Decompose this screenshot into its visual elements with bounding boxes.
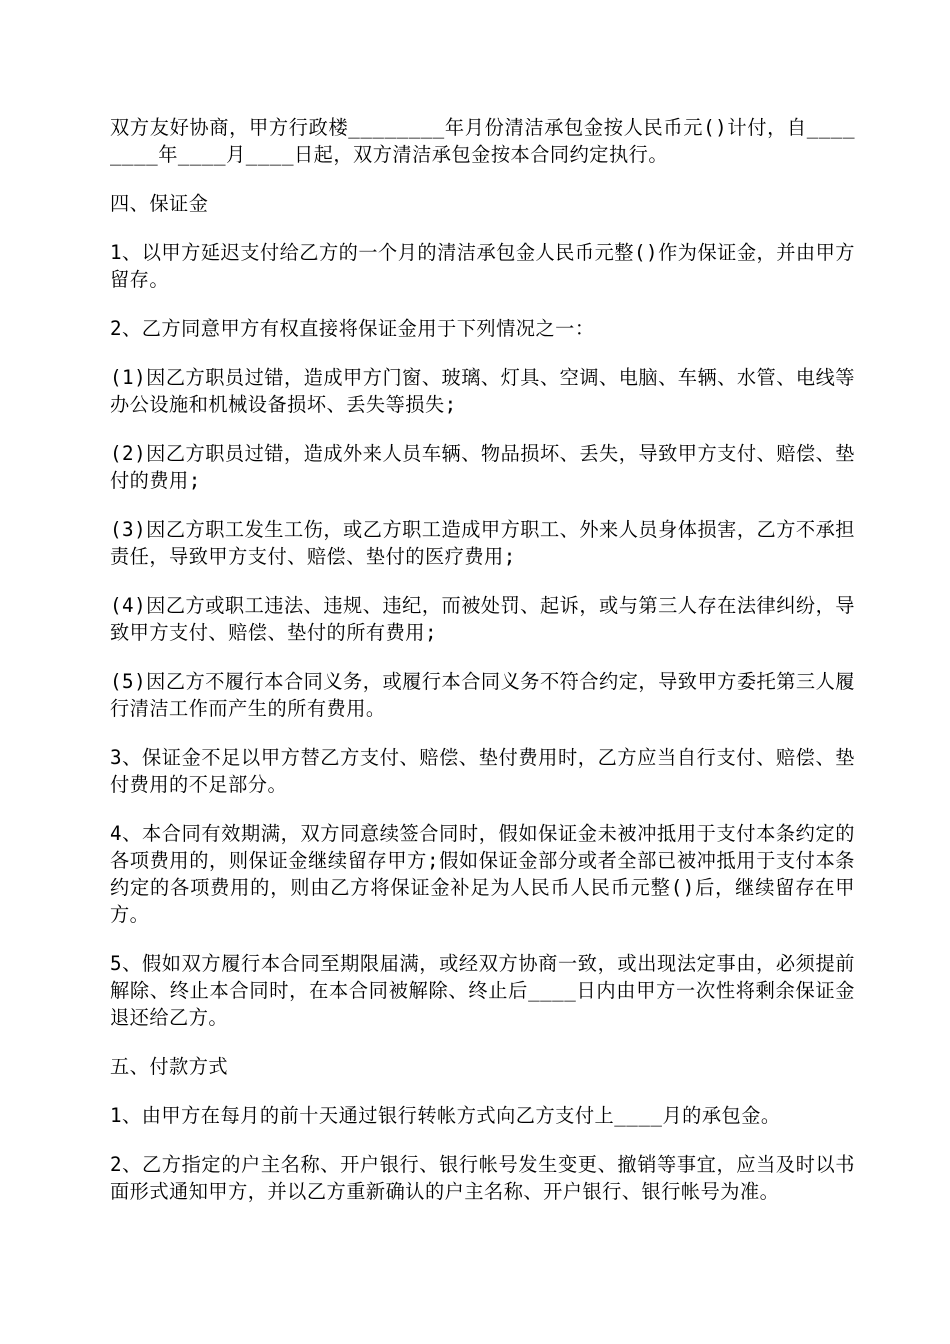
payment-clause-1: 1、由甲方在每月的前十天通过银行转帐方式向乙方支付上____月的承包金。: [110, 1104, 781, 1127]
section-5-heading: 五、付款方式: [110, 1055, 229, 1078]
deposit-case-1: (1)因乙方职员过错，造成甲方门窗、玻璃、灯具、空调、电脑、车辆、水管、电线等办公设施和机械设备损坏、丢失等损失;: [110, 366, 855, 416]
deposit-case-4: (4)因乙方或职工违法、违规、违纪，而被处罚、起诉，或与第三人存在法律纠纷，导致甲方支付、赔偿、垫付的所有费用;: [110, 594, 855, 644]
document-page: [110, 114, 855, 1227]
deposit-case-3: (3)因乙方职工发生工伤，或乙方职工造成甲方职工、外来人员身体损害，乙方不承担责任，导致甲方支付、赔偿、垫付的医疗费用;: [110, 518, 855, 568]
deposit-clause-1: 1、以甲方延迟支付给乙方的一个月的清洁承包金人民币元整()作为保证金，并由甲方留存。: [110, 241, 855, 291]
fee-adjustment-paragraph: 双方友好协商，甲方行政楼________年月份清洁承包金按人民币元()计付，自________年____月____日起，双方清洁承包金按本合同约定执行。: [110, 116, 855, 166]
deposit-clause-2: 2、乙方同意甲方有权直接将保证金用于下列情况之一：: [110, 317, 595, 340]
deposit-clause-5: 5、假如双方履行本合同至期限届满，或经双方协商一致，或出现法定事由，必须提前解除、终止本合同时，在本合同被解除、终止后____日内由甲方一次性将剩余保证金退还给乙方。: [110, 952, 855, 1029]
payment-clause-2: 2、乙方指定的户主名称、开户银行、银行帐号发生变更、撤销等事宜，应当及时以书面形式通知甲方，并以乙方重新确认的户主名称、开户银行、银行帐号为准。: [110, 1153, 855, 1203]
section-4-heading: 四、保证金: [110, 192, 209, 215]
deposit-case-5: (5)因乙方不履行本合同义务，或履行本合同义务不符合约定，导致甲方委托第三人履行清洁工作而产生的所有费用。: [110, 670, 855, 720]
deposit-clause-3: 3、保证金不足以甲方替乙方支付、赔偿、垫付费用时，乙方应当自行支付、赔偿、垫付费用的不足部分。: [110, 746, 855, 796]
deposit-clause-4: 4、本合同有效期满，双方同意续签合同时，假如保证金未被冲抵用于支付本条约定的各项费用的，则保证金继续留存甲方;假如保证金部分或者全部已被冲抵用于支付本条约定的各项费用的，则由乙方将保证金补足为人民币人民币元整()后，继续留存在甲方。: [110, 822, 855, 926]
deposit-case-2: (2)因乙方职员过错，造成外来人员车辆、物品损坏、丢失，导致甲方支付、赔偿、垫付的费用;: [110, 442, 855, 492]
